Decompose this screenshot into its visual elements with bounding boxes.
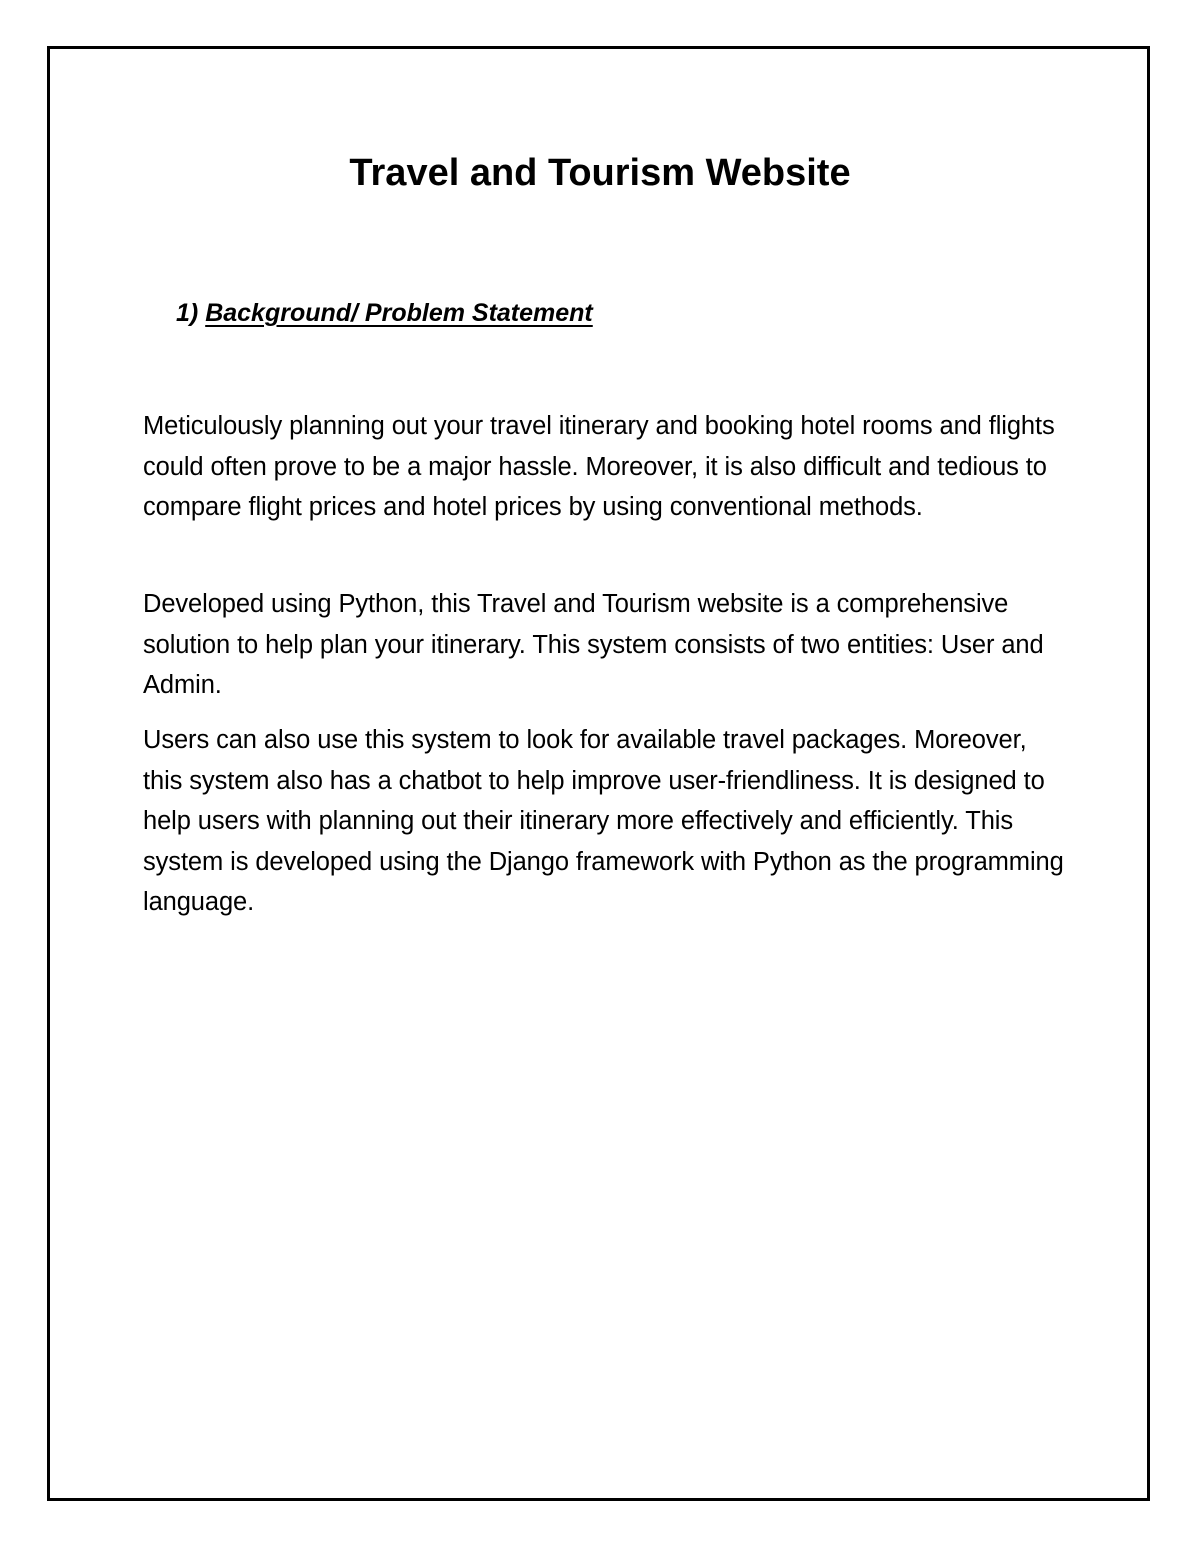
paragraph-problem: Meticulously planning out your travel itinerary and booking hotel rooms and flights could often prove to be a major hassle. Moreover, it is also difficult and tedious to compare flight prices and hotel prices by using conventional methods. xyxy=(143,412,1055,521)
section-heading xyxy=(176,296,593,330)
section-number: 1) xyxy=(176,299,199,327)
document-title: Travel and Tourism Website xyxy=(349,152,851,194)
section-heading-text: Background/ Problem Statement xyxy=(205,299,593,327)
paragraph-features: Users can also use this system to look for available travel packages. Moreover, this system also has a chatbot to help improve user-friendliness. It is designed to help users with planning out their itinerary more effectively and efficiently. This system is developed using the Django framework with Python as the programming language. xyxy=(143,726,1064,916)
paragraph-solution: Developed using Python, this Travel and Tourism website is a comprehensive solution to help plan your itinerary. This system consists of two entities: User and Admin. xyxy=(143,590,1044,699)
